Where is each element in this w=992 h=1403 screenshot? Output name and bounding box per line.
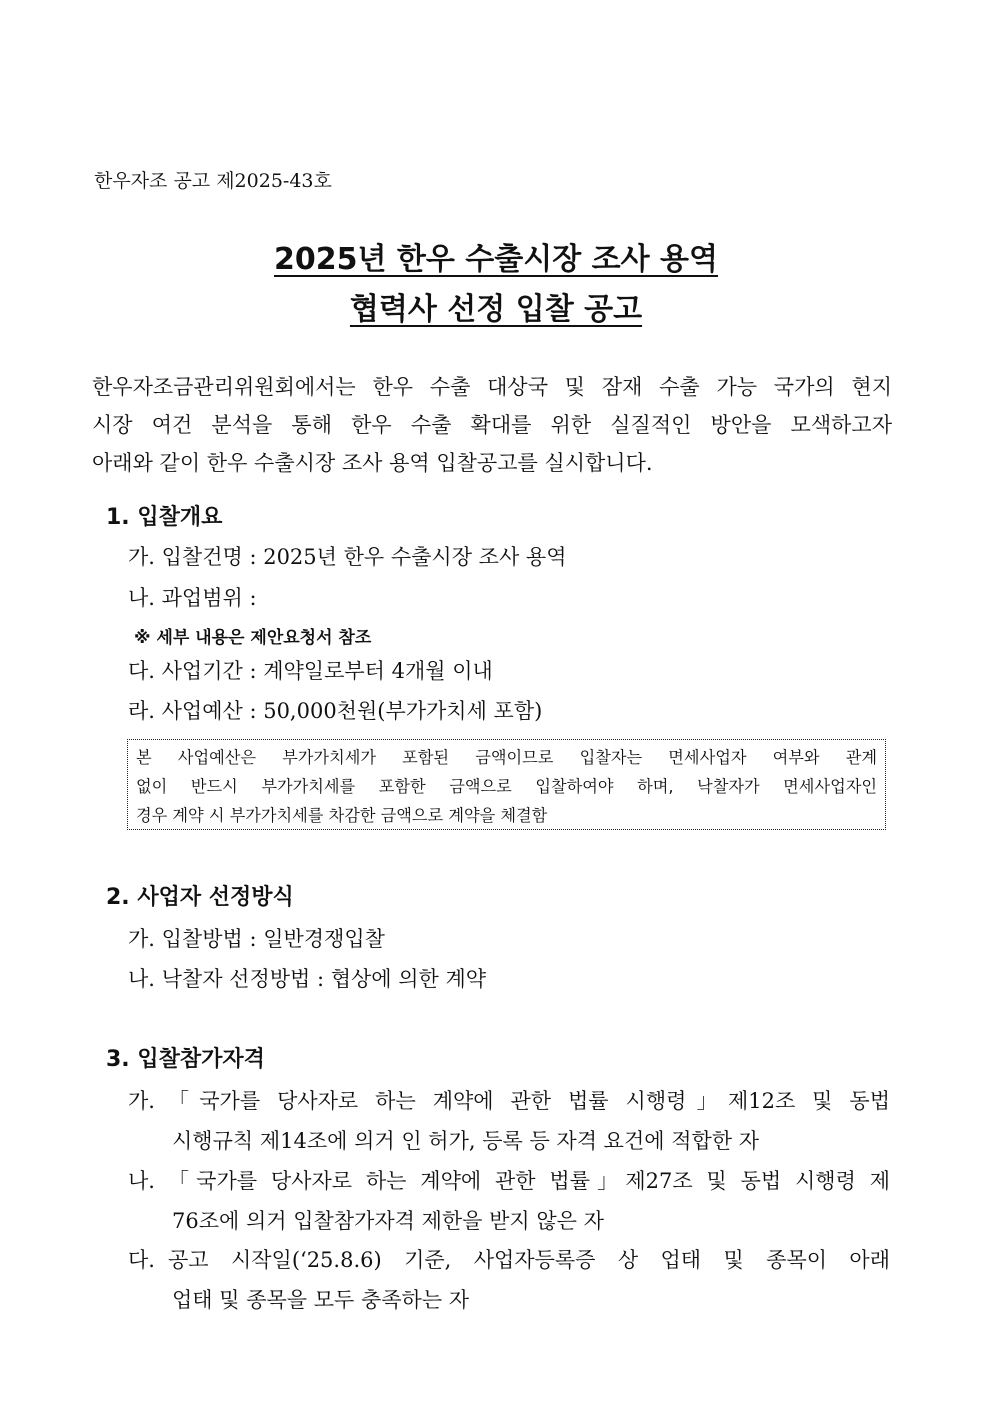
section-3-item-b-line-2: 76조에 의거 입찰참가자격 제한을 받지 않은 자 [172, 1209, 604, 1233]
intro-line-3: 아래와 같이 한우 수출시장 조사 용역 입찰공고를 실시합니다. [92, 451, 653, 475]
section-1-item-d: 라. 사업예산 : 50,000천원(부가가치세 포함) [128, 699, 543, 723]
intro-line-1: 한우자조금관리위원회에서는 한우 수출 대상국 및 잠재 수출 가능 국가의 현지 [92, 375, 892, 399]
section-3-item-b-label: 나. [128, 1169, 155, 1193]
budget-note-line-2: 없이 반드시 부가가치세를 포함한 금액으로 입찰하여야 하며, 낙찰자가 면세사업자인 [136, 777, 877, 796]
title-line-1: 2025년 한우 수출시장 조사 용역 [273, 242, 719, 277]
section-1-item-c: 다. 사업기간 : 계약일로부터 4개월 이내 [128, 659, 493, 683]
section-3-item-a-label: 가. [128, 1089, 155, 1113]
intro-line-2: 시장 여건 분석을 통해 한우 수출 확대를 위한 실질적인 방안을 모색하고자 [92, 413, 892, 437]
section-1-note: ※ 세부 내용은 제안요청서 참조 [134, 628, 372, 648]
section-1-item-b: 나. 과업범위 : [128, 586, 257, 610]
section-3-item-c-line-1: 공고 시작일(‘25.8.6) 기준, 사업자등록증 상 업태 및 종목이 아래 [168, 1248, 890, 1272]
section-3-item-c-line-2: 업태 및 종목을 모두 충족하는 자 [172, 1288, 470, 1312]
section-1-item-a: 가. 입찰건명 : 2025년 한우 수출시장 조사 용역 [128, 545, 567, 569]
section-3-item-a-line-1: 「국가를 당사자로 하는 계약에 관한 법률 시행령」제12조 및 동법 [168, 1089, 890, 1113]
section-3-item-c-label: 다. [128, 1248, 155, 1272]
section-3-item-a-line-2: 시행규칙 제14조에 의거 인 허가, 등록 등 자격 요건에 적합한 자 [172, 1129, 760, 1153]
section-3-heading: 3. 입찰참가자격 [106, 1047, 265, 1072]
budget-note-line-1: 본 사업예산은 부가가치세가 포함된 금액이므로 입찰자는 면세사업자 여부와 관계 [136, 748, 877, 767]
section-3-item-b-line-1: 「국가를 당사자로 하는 계약에 관한 법률」제27조 및 동법 시행령 제 [168, 1169, 890, 1193]
section-2-heading: 2. 사업자 선정방식 [106, 885, 294, 910]
budget-note-box [127, 739, 886, 830]
notice-number: 한우자조 공고 제2025-43호 [94, 170, 332, 192]
section-2-item-b: 나. 낙찰자 선정방법 : 협상에 의한 계약 [128, 967, 487, 991]
budget-note-line-3: 경우 계약 시 부가가치세를 차감한 금액으로 계약을 체결함 [136, 806, 548, 825]
title-line-2: 협력사 선정 입찰 공고 [349, 292, 643, 327]
section-2-item-a: 가. 입찰방법 : 일반경쟁입찰 [128, 927, 385, 951]
section-1-heading: 1. 입찰개요 [106, 505, 223, 530]
